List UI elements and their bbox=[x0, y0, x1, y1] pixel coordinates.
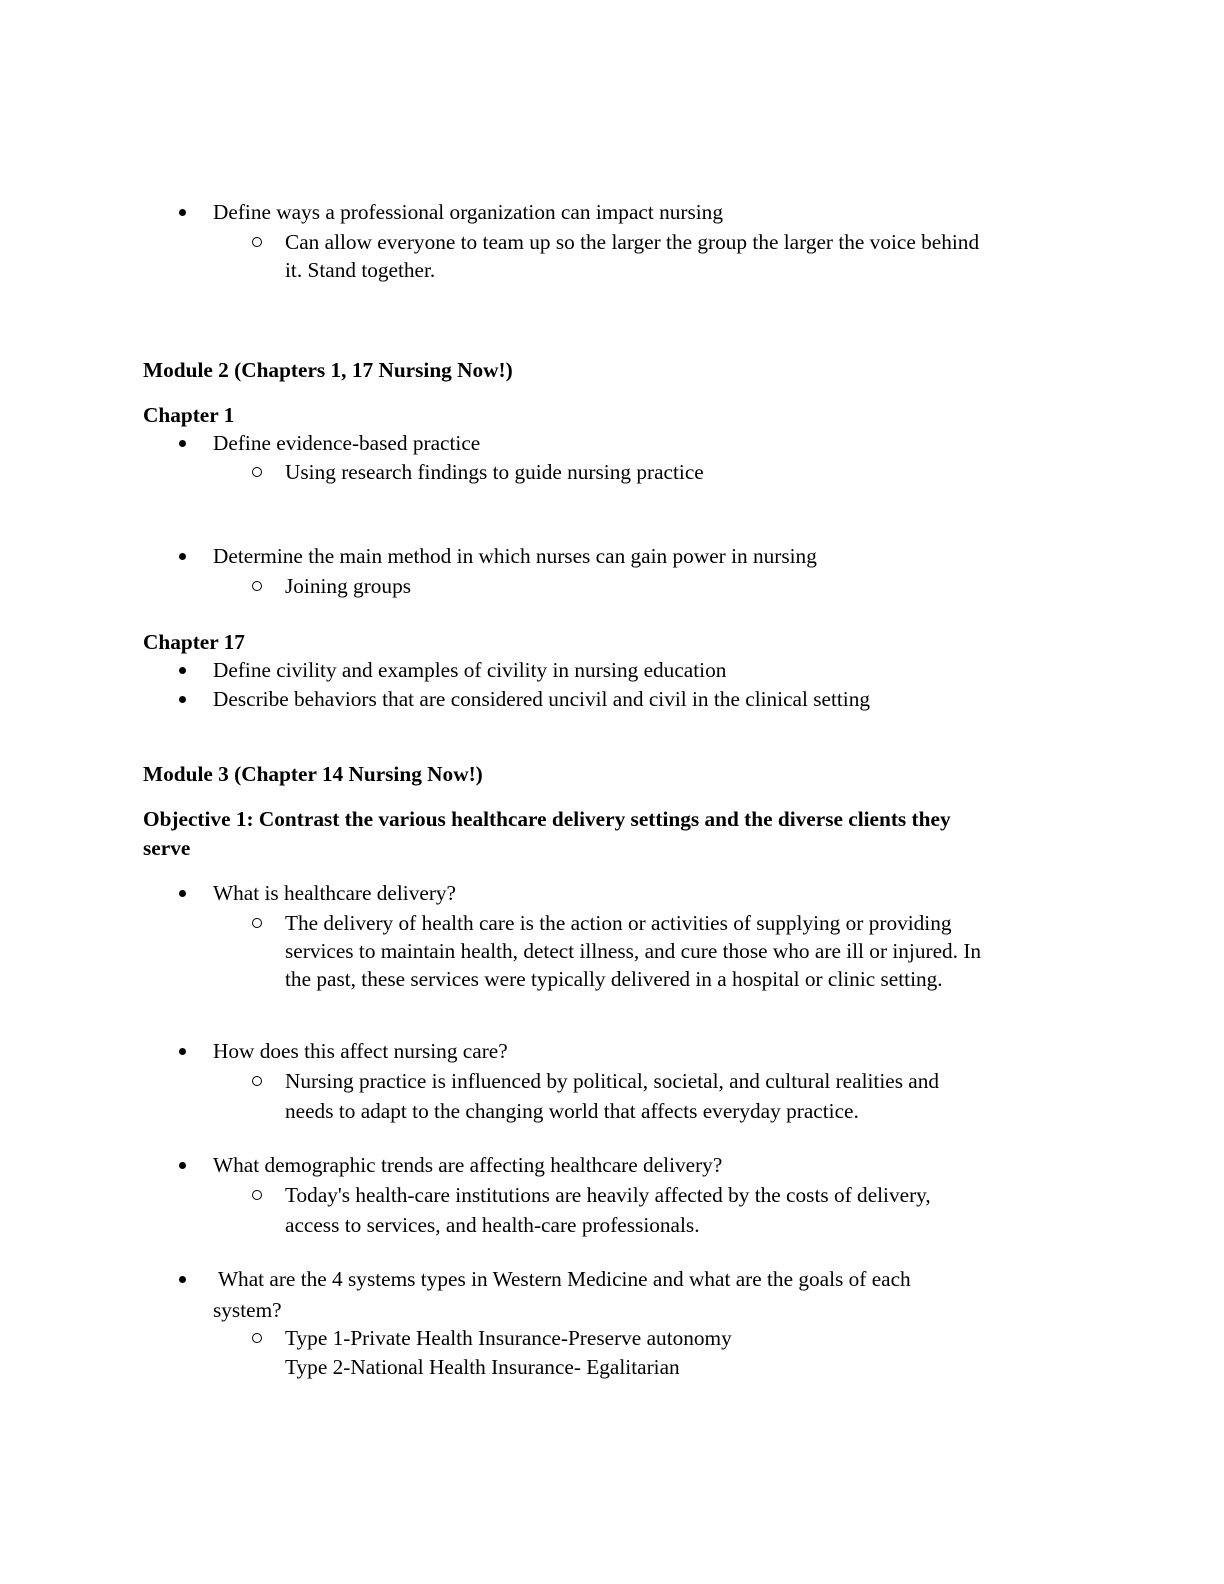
chapter-1-heading: Chapter 1 bbox=[143, 403, 235, 427]
question-item: What is healthcare delivery? bbox=[213, 881, 457, 905]
module-3-heading: Module 3 (Chapter 14 Nursing Now!) bbox=[143, 762, 483, 786]
bullet-icon bbox=[175, 656, 189, 685]
answer-item-continuation: services to maintain health, detect illness, and cure those who are ill or injured. In bbox=[285, 939, 982, 963]
sub-bullet-icon bbox=[249, 458, 265, 487]
sub-bullet-icon bbox=[249, 572, 265, 601]
answer-item: Nursing practice is influenced by political, societal, and cultural realities and bbox=[285, 1069, 940, 1093]
list-item: Determine the main method in which nurses can gain power in nursing bbox=[213, 544, 817, 568]
sub-list-item-continuation: it. Stand together. bbox=[285, 258, 436, 282]
bullet-icon bbox=[175, 542, 189, 571]
sub-bullet-icon bbox=[249, 1324, 265, 1353]
sub-bullet-icon bbox=[249, 1181, 265, 1210]
sub-list-item: Using research findings to guide nursing practice bbox=[285, 460, 704, 484]
sub-bullet-icon bbox=[249, 228, 265, 257]
list-item: Define evidence-based practice bbox=[213, 431, 481, 455]
list-item: Define ways a professional organization can impact nursing bbox=[213, 200, 723, 224]
bullet-icon bbox=[175, 1037, 189, 1066]
objective-1-heading: Objective 1: Contrast the various healthcare delivery settings and the diverse clients they bbox=[143, 807, 951, 831]
list-item: Define civility and examples of civility in nursing education bbox=[213, 658, 727, 682]
objective-1-heading-continuation: serve bbox=[143, 836, 191, 860]
sub-list-item: Can allow everyone to team up so the larger the group the larger the voice behind bbox=[285, 230, 980, 254]
sub-list-item: Joining groups bbox=[285, 574, 412, 598]
answer-item: Type 1-Private Health Insurance-Preserve autonomy bbox=[285, 1326, 732, 1350]
bullet-icon bbox=[175, 1265, 189, 1294]
answer-item-continuation: the past, these services were typically delivered in a hospital or clinic setting. bbox=[285, 967, 943, 991]
answer-item: The delivery of health care is the action or activities of supplying or providing bbox=[285, 911, 952, 935]
bullet-icon bbox=[175, 685, 189, 714]
answer-item-continuation: Type 2-National Health Insurance- Egalitarian bbox=[285, 1355, 680, 1379]
module-2-heading: Module 2 (Chapters 1, 17 Nursing Now!) bbox=[143, 358, 513, 382]
question-item-continuation: system? bbox=[213, 1298, 282, 1322]
bullet-icon bbox=[175, 429, 189, 458]
list-item: Describe behaviors that are considered uncivil and civil in the clinical setting bbox=[213, 687, 871, 711]
question-item: How does this affect nursing care? bbox=[213, 1039, 508, 1063]
answer-item-continuation: needs to adapt to the changing world that affects everyday practice. bbox=[285, 1099, 859, 1123]
answer-item-continuation: access to services, and health-care professionals. bbox=[285, 1213, 700, 1237]
answer-item: Today's health-care institutions are heavily affected by the costs of delivery, bbox=[285, 1183, 931, 1207]
question-item: What are the 4 systems types in Western Medicine and what are the goals of each bbox=[213, 1267, 911, 1291]
bullet-icon bbox=[175, 1151, 189, 1180]
sub-bullet-icon bbox=[249, 1067, 265, 1096]
bullet-icon bbox=[175, 198, 189, 227]
question-item: What demographic trends are affecting healthcare delivery? bbox=[213, 1153, 723, 1177]
sub-bullet-icon bbox=[249, 909, 265, 938]
bullet-icon bbox=[175, 879, 189, 908]
chapter-17-heading: Chapter 17 bbox=[143, 630, 245, 654]
